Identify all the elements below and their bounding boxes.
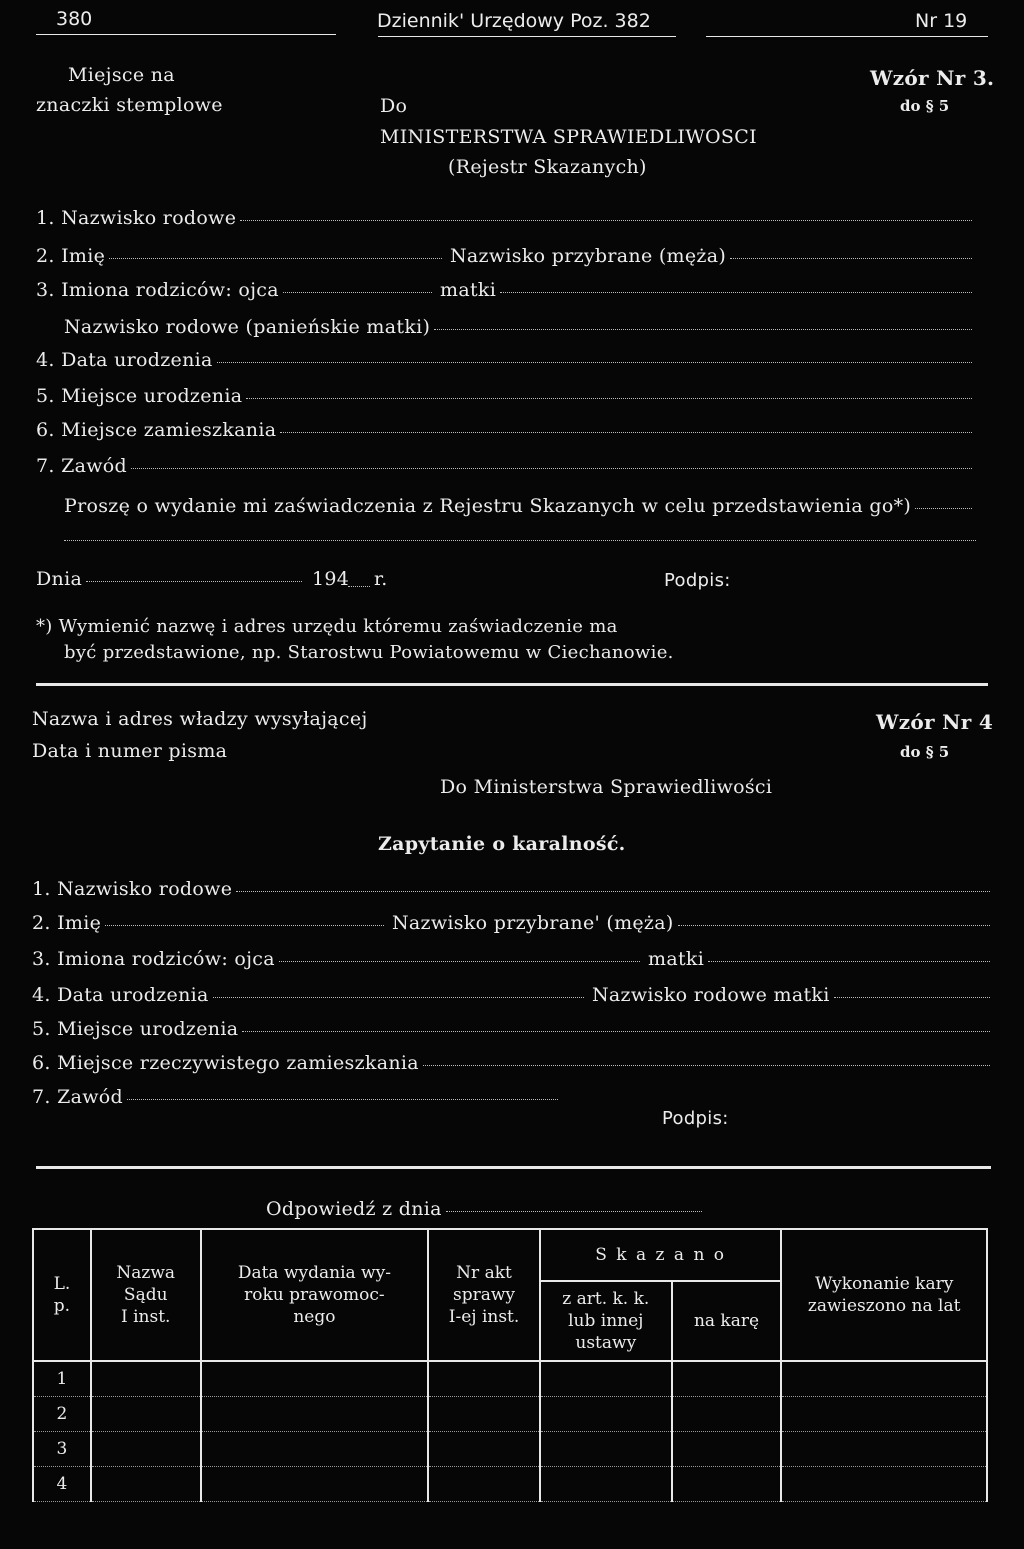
table-cell	[91, 1432, 201, 1467]
signature-3: Podpis:	[664, 570, 731, 591]
f4-field-2	[32, 912, 388, 934]
addressee-registry: (Rejestr Skazanych)	[448, 156, 647, 178]
f3-field-1-label: 1. Nazwisko rodowe	[36, 207, 237, 229]
sender-label: Nazwa i adres władzy wysyłającej	[32, 708, 368, 730]
f3-field-6	[36, 419, 976, 441]
f4-field-2b	[392, 912, 994, 934]
f3-field-2	[36, 245, 446, 267]
inquiry-heading: Zapytanie o karalność.	[378, 833, 626, 855]
header-rule-mid	[378, 36, 676, 37]
f4-field-4	[32, 984, 588, 1006]
date-label: Dnia	[36, 568, 83, 590]
col-date-3: nego	[293, 1307, 336, 1327]
f3-field-2-label: 2. Imię	[36, 245, 106, 267]
table-cell	[672, 1397, 782, 1432]
journal-title: Dziennik' Urzędowy Poz. 382	[377, 10, 651, 32]
f3-field-3b-label: matki	[440, 279, 497, 301]
table-cell	[672, 1467, 782, 1502]
col-art-1: z art. k. k.	[562, 1289, 650, 1309]
col-case-3: I-ej inst.	[448, 1307, 520, 1327]
f4-field-7	[32, 1086, 562, 1108]
f3-field-3c	[64, 316, 976, 338]
page-number: 380	[56, 8, 93, 30]
section-divider	[36, 683, 988, 686]
f4-field-4b-label: Nazwisko rodowe matki	[592, 984, 830, 1006]
f4-field-2-label: 2. Imię	[32, 912, 102, 934]
col-lp-1: L.	[53, 1274, 71, 1294]
request-text: Proszę o wydanie mi zaświadczenia z Rejestru Skazanych w celu przedstawienia go*)	[64, 495, 912, 517]
f4-field-3b-label: matki	[648, 948, 705, 970]
table-cell	[428, 1361, 540, 1397]
table-cell	[672, 1361, 782, 1397]
col-penalty: na karę	[672, 1281, 782, 1361]
table-cell	[428, 1432, 540, 1467]
stamp-place-label-2: znaczki stemplowe	[36, 94, 223, 116]
col-article	[540, 1281, 672, 1361]
col-suspended	[781, 1229, 987, 1361]
table-cell	[540, 1467, 672, 1502]
table-row	[33, 1467, 987, 1502]
col-court-2: Sądu	[123, 1285, 168, 1305]
table-row	[33, 1397, 987, 1432]
table-cell	[781, 1467, 987, 1502]
date-field	[36, 568, 306, 590]
pattern-title-4: Wzór Nr 4	[876, 710, 994, 734]
footnote-line-2: być przedstawione, np. Starostwu Powiatowemu w Ciechanowie.	[64, 642, 674, 663]
f4-field-2b-label: Nazwisko przybrane' (męża)	[392, 912, 674, 934]
table-cell	[540, 1432, 672, 1467]
table-cell	[428, 1397, 540, 1432]
table-cell	[540, 1397, 672, 1432]
f4-field-5	[32, 1018, 994, 1040]
col-case-1: Nr akt	[456, 1263, 512, 1283]
col-court	[91, 1229, 201, 1361]
col-date-1: Data wydania wy-	[237, 1263, 391, 1283]
f4-field-7-label: 7. Zawód	[32, 1086, 123, 1108]
f4-field-4-label: 4. Data urodzenia	[32, 984, 209, 1006]
col-date	[201, 1229, 428, 1361]
row-number: 1	[33, 1361, 91, 1397]
table-cell	[201, 1361, 428, 1397]
f3-field-3	[36, 279, 436, 301]
f4-field-1-label: 1. Nazwisko rodowe	[32, 878, 233, 900]
col-susp-2: zawieszono na lat	[807, 1296, 961, 1316]
header-rule-right	[706, 36, 988, 37]
f3-field-3b	[440, 279, 976, 301]
f4-field-3	[32, 948, 644, 970]
col-art-2: lub innej	[568, 1311, 644, 1331]
request-line-2	[64, 540, 976, 541]
table-cell	[91, 1361, 201, 1397]
table-row	[33, 1361, 987, 1397]
row-number: 3	[33, 1432, 91, 1467]
row-number: 2	[33, 1397, 91, 1432]
table-cell	[781, 1361, 987, 1397]
pattern-title-3: Wzór Nr 3.	[870, 66, 995, 90]
f4-field-4b	[592, 984, 994, 1006]
col-case-2: sprawy	[453, 1285, 516, 1305]
table-cell	[91, 1397, 201, 1432]
addressee-do: Do	[380, 95, 408, 117]
pattern-ref-3: do § 5	[900, 97, 950, 115]
f4-field-5-label: 5. Miejsce urodzenia	[32, 1018, 239, 1040]
f3-field-6-label: 6. Miejsce zamieszkania	[36, 419, 277, 441]
date-number-label: Data i numer pisma	[32, 740, 228, 762]
reply-date-field	[266, 1198, 706, 1220]
f4-field-6	[32, 1052, 994, 1074]
f3-field-2b	[450, 245, 976, 267]
table-cell	[781, 1397, 987, 1432]
f3-field-7	[36, 455, 976, 477]
signature-4: Podpis:	[662, 1108, 729, 1129]
table-cell	[428, 1467, 540, 1502]
f3-field-4-label: 4. Data urodzenia	[36, 349, 213, 371]
footnote-line-1: *) Wymienić nazwę i adres urzędu któremu zaświadczenie ma	[36, 616, 618, 637]
table-cell	[201, 1467, 428, 1502]
stamp-place-label: Miejsce na	[68, 64, 175, 86]
reply-label: Odpowiedź z dnia	[266, 1198, 442, 1220]
f3-field-7-label: 7. Zawód	[36, 455, 127, 477]
col-art-3: ustawy	[575, 1333, 637, 1353]
year-suffix: r.	[374, 568, 388, 590]
col-lp	[33, 1229, 91, 1361]
sentence-table	[32, 1228, 988, 1502]
row-number: 4	[33, 1467, 91, 1502]
table-cell	[540, 1361, 672, 1397]
table-cell	[672, 1432, 782, 1467]
table-cell	[781, 1432, 987, 1467]
request-line	[64, 495, 976, 517]
f3-field-5-label: 5. Miejsce urodzenia	[36, 385, 243, 407]
f4-field-3b	[648, 948, 994, 970]
f3-field-3-label: 3. Imiona rodziców: ojca	[36, 279, 279, 301]
f3-field-1	[36, 207, 976, 229]
col-court-1: Nazwa	[116, 1263, 176, 1283]
col-date-2: roku prawomoc-	[244, 1285, 385, 1305]
pattern-ref-4: do § 5	[900, 743, 950, 761]
issue-number: Nr 19	[915, 10, 968, 32]
col-lp-2: p.	[53, 1296, 71, 1316]
f4-field-1	[32, 878, 994, 900]
year-label: 194	[312, 568, 350, 590]
col-susp-1: Wykonanie kary	[815, 1274, 954, 1294]
f3-field-2b-label: Nazwisko przybrane (męża)	[450, 245, 727, 267]
table-cell	[201, 1432, 428, 1467]
table-cell	[91, 1467, 201, 1502]
col-sentenced: S k a z a n o	[540, 1229, 781, 1281]
header-rule-left	[36, 34, 336, 35]
section-divider-2	[36, 1166, 991, 1169]
col-court-3: I inst.	[121, 1307, 171, 1327]
f4-field-3-label: 3. Imiona rodziców: ojca	[32, 948, 275, 970]
col-case	[428, 1229, 540, 1361]
table-cell	[201, 1397, 428, 1432]
f3-field-3c-label: Nazwisko rodowe (panieńskie matki)	[64, 316, 431, 338]
year-dots	[348, 586, 370, 587]
f4-field-6-label: 6. Miejsce rzeczywistego zamieszkania	[32, 1052, 419, 1074]
f3-field-4	[36, 349, 976, 371]
addressee-4: Do Ministerstwa Sprawiedliwości	[440, 776, 773, 798]
f3-field-5	[36, 385, 976, 407]
addressee-ministry: MINISTERSTWA SPRAWIEDLIWOSCI	[380, 126, 757, 148]
table-row	[33, 1432, 987, 1467]
